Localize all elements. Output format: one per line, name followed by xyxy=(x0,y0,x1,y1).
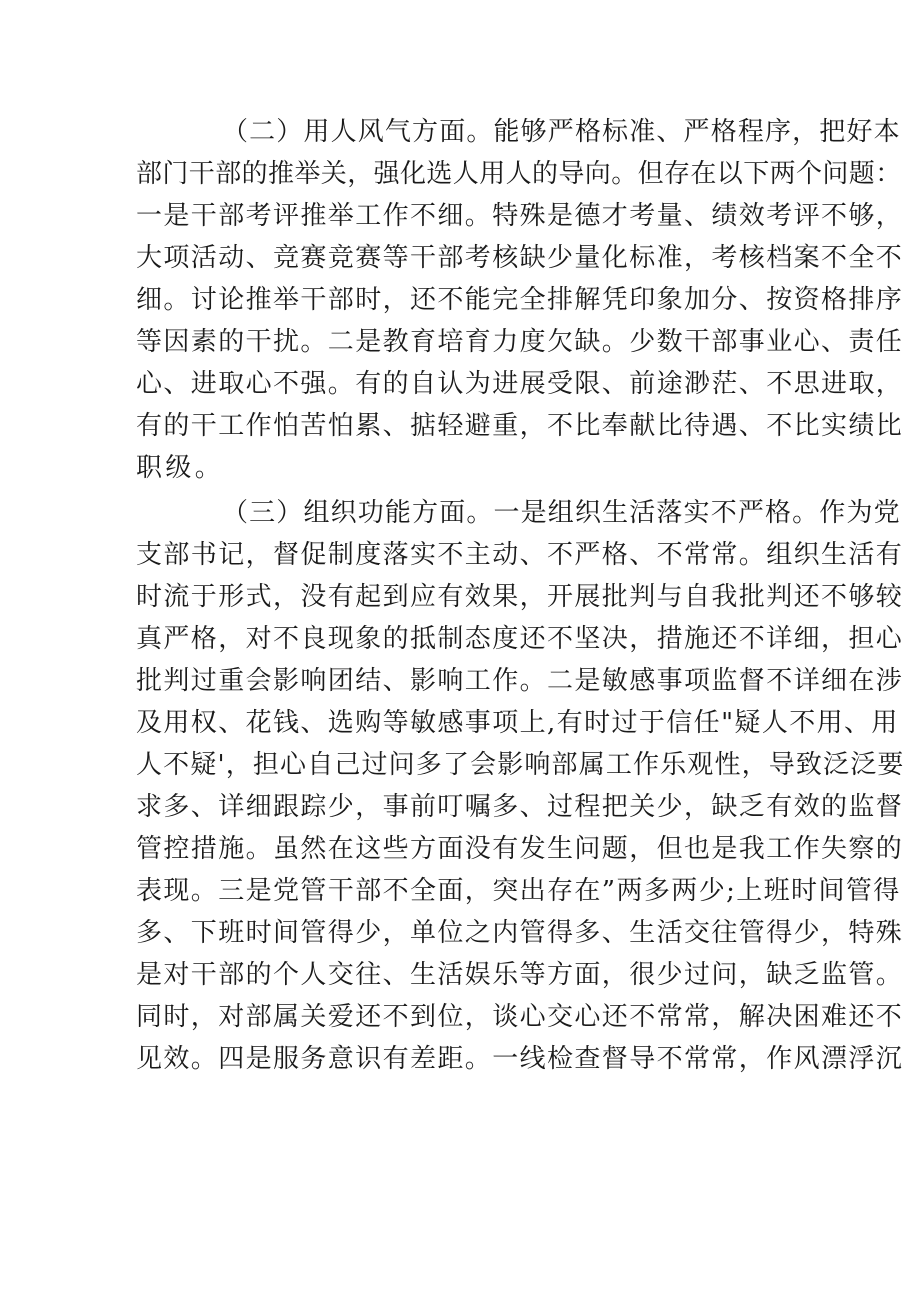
paragraph-1-line-5: 细。讨论推举干部时，还不能完全排解凭印象加分、按资格排序 xyxy=(136,285,904,315)
paragraph-2-line-9: 管控措施。虽然在这些方面没有发生问题，但也是我工作失察的 xyxy=(136,834,904,864)
paragraph-2-line-7: 人不疑'，担心自己过问多了会影响部属工作乐观性，导致泛泛要 xyxy=(136,750,905,780)
paragraph-2-line-2: 支部书记，督促制度落实不主动、不严格、不常常。组织生活有 xyxy=(136,540,904,570)
paragraph-1-line-1: （二）用人风气方面。能够严格标准、严格程序，把好本 xyxy=(222,117,901,147)
paragraph-2-line-14: 见效。四是服务意识有差距。一线检查督导不常常，作风漂浮沉 xyxy=(136,1044,904,1074)
paragraph-1-line-4: 大项活动、竞赛竞赛等干部考核缺少量化标准，考核档案不全不 xyxy=(136,243,904,273)
paragraph-1-line-9: 职级。 xyxy=(136,453,225,483)
paragraph-2-line-4: 真严格，对不良现象的抵制态度还不坚决，措施还不详细，担心 xyxy=(136,624,904,654)
paragraph-2-line-1: （三）组织功能方面。一是组织生活落实不严格。作为党 xyxy=(222,498,901,528)
paragraph-1-line-3: 一是干部考评推举工作不细。特殊是德才考量、绩效考评不够， xyxy=(136,201,904,231)
paragraph-2-line-12: 是对干部的个人交往、生活娱乐等方面，很少过问，缺乏监管。 xyxy=(136,960,904,990)
paragraph-1-line-6: 等因素的干扰。二是教育培育力度欠缺。少数干部事业心、责任 xyxy=(136,327,904,357)
paragraph-2-line-5: 批判过重会影响团结、影响工作。二是敏感事项监督不详细在涉 xyxy=(136,666,904,696)
paragraph-2-line-13: 同时，对部属关爱还不到位，谈心交心还不常常，解决困难还不 xyxy=(136,1002,904,1032)
paragraph-2-line-8: 求多、详细跟踪少，事前叮嘱多、过程把关少，缺乏有效的监督 xyxy=(136,792,904,822)
paragraph-1-line-7: 心、进取心不强。有的自认为进展受限、前途渺茫、不思进取， xyxy=(136,369,904,399)
paragraph-1-line-2: 部门干部的推举关，强化选人用人的导向。但存在以下两个问题： xyxy=(136,159,902,189)
paragraph-2-line-10: 表现。三是党管干部不全面，突出存在”两多两少;上班时间管得 xyxy=(136,876,901,906)
paragraph-1-line-8: 有的干工作怕苦怕累、掂轻避重，不比奉献比待遇、不比实绩比 xyxy=(136,411,904,441)
paragraph-2-line-6: 及用权、花钱、选购等敏感事项上,有时过于信任"疑人不用、用 xyxy=(136,708,899,738)
paragraph-2-line-3: 时流于形式，没有起到应有效果，开展批判与自我批判还不够较 xyxy=(136,582,904,612)
paragraph-2-line-11: 多、下班时间管得少，单位之内管得多、生活交往管得少，特殊 xyxy=(136,918,904,948)
